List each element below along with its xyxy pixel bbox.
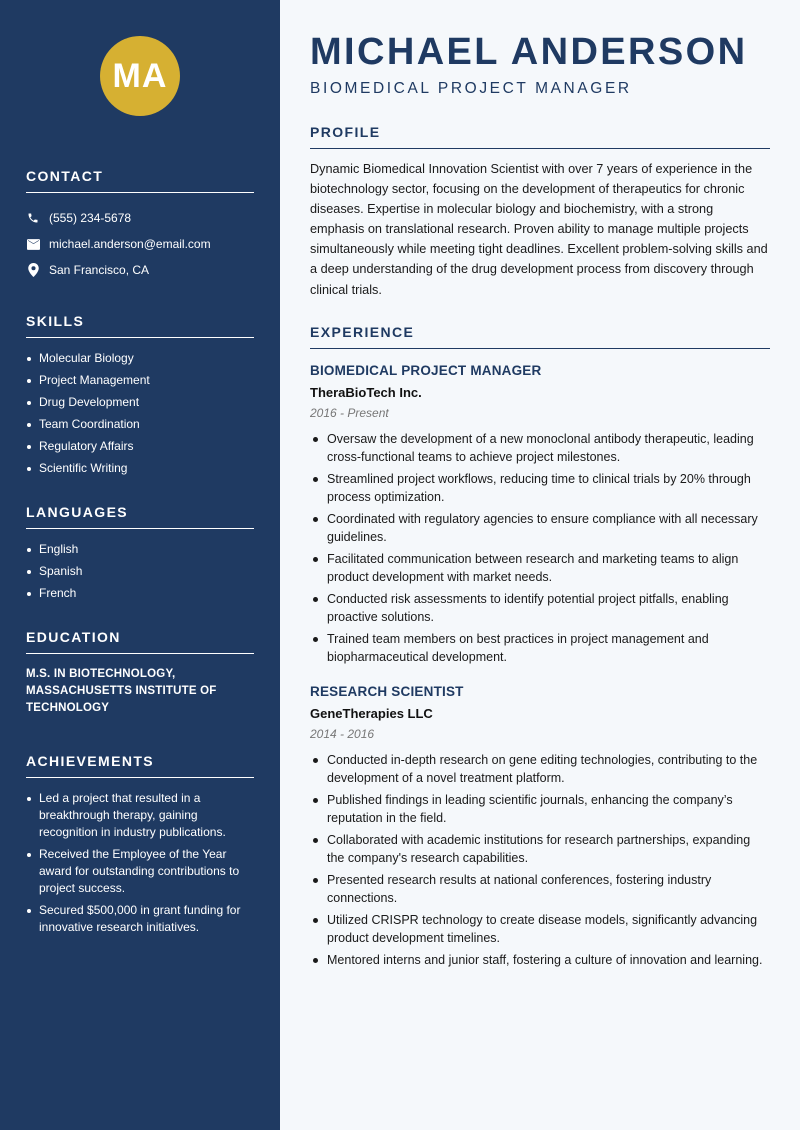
- job-bullets: [310, 430, 770, 666]
- list-item: Drug Development: [26, 394, 254, 411]
- mail-icon: [26, 237, 40, 251]
- job-dates: 2014 - 2016: [310, 726, 375, 741]
- job-bullets: [310, 751, 770, 969]
- list-item: French: [26, 585, 254, 602]
- list-item: Collaborated with academic institutions for research partnerships, expanding the company's research capabilities.: [310, 831, 770, 867]
- experience-heading: EXPERIENCE: [310, 324, 770, 349]
- experience-section: [310, 324, 770, 969]
- list-item: Streamlined project workflows, reducing time to clinical trials by 20% through process optimization.: [310, 470, 770, 506]
- list-item: Published findings in leading scientific journals, enhancing the company’s reputation in the field.: [310, 791, 770, 827]
- list-item: Regulatory Affairs: [26, 438, 254, 455]
- job-title-headline: BIOMEDICAL PROJECT MANAGER: [310, 80, 632, 97]
- list-item: Trained team members on best practices in project management and biopharmaceutical development.: [310, 630, 770, 666]
- list-item: Project Management: [26, 372, 254, 389]
- list-item: Molecular Biology: [26, 350, 254, 367]
- languages-heading: LANGUAGES: [26, 504, 254, 529]
- contact-email: [26, 231, 254, 257]
- contact-location: [26, 257, 254, 283]
- list-item: Secured $500,000 in grant funding for innovative research initiatives.: [26, 902, 254, 936]
- list-item: Received the Employee of the Year award for outstanding contributions to project success.: [26, 846, 254, 897]
- job-title: RESEARCH SCIENTIST: [310, 683, 464, 699]
- list-item: Conducted risk assessments to identify potential project pitfalls, enabling proactive solutions.: [310, 590, 770, 626]
- education-degree: M.S. IN BIOTECHNOLOGY, MASSACHUSETTS INSTITUTE OF TECHNOLOGY: [26, 668, 217, 714]
- job-dates: 2016 - Present: [310, 405, 389, 420]
- list-item: Coordinated with regulatory agencies to ensure compliance with all necessary guidelines.: [310, 510, 770, 546]
- education-heading: EDUCATION: [26, 629, 254, 654]
- education-section: [26, 629, 254, 717]
- skills-heading: SKILLS: [26, 313, 254, 338]
- languages-section: [26, 504, 254, 602]
- list-item: Spanish: [26, 563, 254, 580]
- list-item: Mentored interns and junior staff, fostering a culture of innovation and learning.: [310, 951, 770, 969]
- skills-list: [26, 350, 254, 477]
- list-item: Conducted in-depth research on gene editing technologies, contributing to the development of a novel treatment platform.: [310, 751, 770, 787]
- languages-list: [26, 541, 254, 602]
- list-item: Facilitated communication between research and marketing teams to align product development with market needs.: [310, 550, 770, 586]
- sidebar: [0, 0, 280, 1130]
- email-text: michael.anderson@email.com: [49, 237, 211, 251]
- list-item: Led a project that resulted in a breakthrough therapy, gaining recognition in industry publications.: [26, 790, 254, 841]
- profile-heading: PROFILE: [310, 124, 770, 149]
- achievements-section: [26, 753, 254, 936]
- list-item: Oversaw the development of a new monoclonal antibody therapeutic, leading cross-functional teams to achieve project milestones.: [310, 430, 770, 466]
- list-item: Presented research results at national conferences, fostering industry connections.: [310, 871, 770, 907]
- list-item: Scientific Writing: [26, 460, 254, 477]
- company-name: TheraBioTech Inc.: [310, 384, 422, 400]
- job-entry: [310, 684, 770, 969]
- job-entry: [310, 363, 770, 666]
- achievements-heading: ACHIEVEMENTS: [26, 753, 254, 778]
- list-item: Utilized CRISPR technology to create disease models, significantly advancing product development timelines.: [310, 911, 770, 947]
- job-title: BIOMEDICAL PROJECT MANAGER: [310, 362, 542, 378]
- list-item: Team Coordination: [26, 416, 254, 433]
- contact-section: [26, 168, 254, 283]
- contact-list: [26, 205, 254, 283]
- skills-section: [26, 313, 254, 477]
- list-item: English: [26, 541, 254, 558]
- candidate-name: MICHAEL ANDERSON: [310, 31, 748, 73]
- achievements-list: [26, 790, 254, 936]
- main-content: [280, 0, 800, 1130]
- profile-section: [310, 124, 770, 300]
- profile-summary: Dynamic Biomedical Innovation Scientist with over 7 years of experience in the biotechnology sector, focusing on the development of therapeutics for chronic diseases. Expertise in molecular biology and biochemistry, with a strong emphasis on translational research. Proven ability to manage multiple projects simultaneously while meeting tight deadlines. Excellent problem-solving skills and a deep understanding of the drug development process from discovery through clinical trials.: [310, 162, 768, 297]
- phone-icon: [26, 211, 40, 225]
- location-text: San Francisco, CA: [49, 263, 150, 277]
- company-name: GeneTherapies LLC: [310, 705, 433, 721]
- location-pin-icon: [26, 263, 40, 277]
- phone-text: (555) 234-5678: [49, 211, 132, 225]
- contact-heading: CONTACT: [26, 168, 254, 193]
- contact-phone: [26, 205, 254, 231]
- monogram-avatar: MA: [100, 36, 180, 116]
